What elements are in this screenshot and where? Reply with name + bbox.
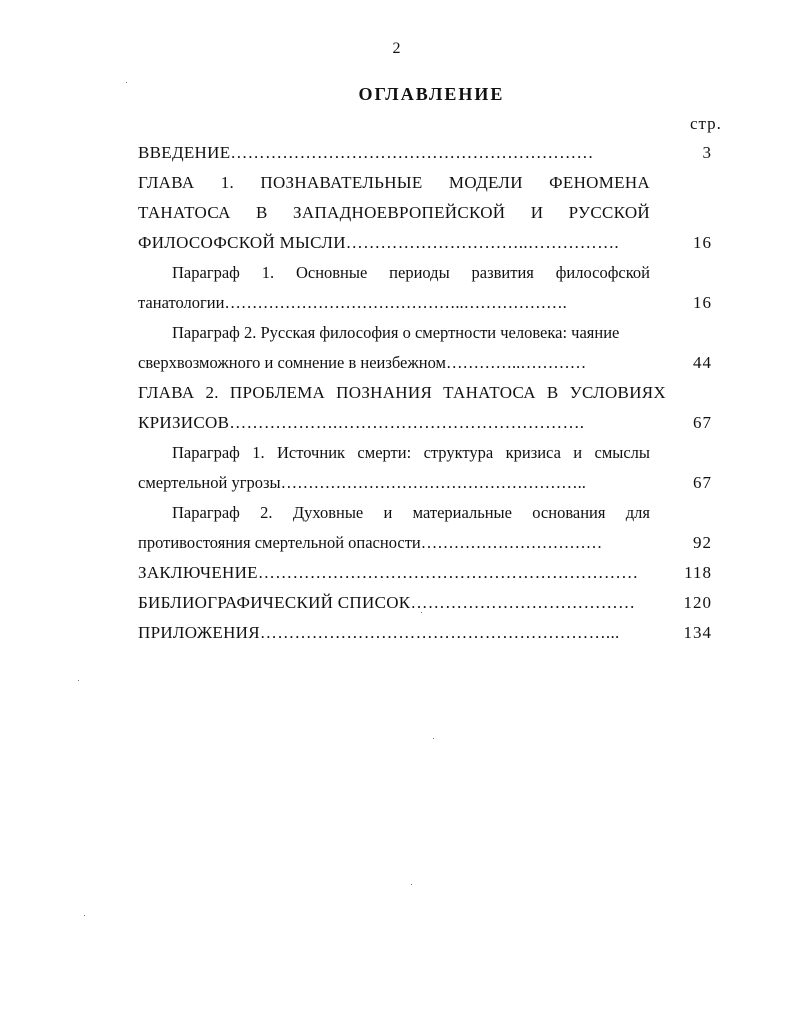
toc-entry-text: танатологии……………………………………..……………….: [138, 293, 567, 312]
page-number: 2: [392, 40, 401, 57]
toc-entry-text: смертельной угрозы………………………………………………..: [138, 473, 586, 492]
toc-entry-text: Параграф 1. Источник смерти: структура кризиса и смыслы: [172, 443, 650, 462]
toc-entry-page: 44: [693, 353, 712, 372]
toc-entry-page: 134: [683, 623, 712, 642]
toc-entry-page: 67: [693, 413, 712, 432]
toc-entry-text: Параграф 1. Основные периоды развития философской: [172, 263, 650, 282]
toc-entry-page: 92: [693, 533, 712, 552]
toc-entry-page: 3: [702, 143, 712, 162]
toc-entry-page: 118: [684, 563, 712, 582]
toc-entry-text: БИБЛИОГРАФИЧЕСКИЙ СПИСОК…………………………………: [138, 593, 636, 612]
toc-entry-text: сверхвозможного и сомнение в неизбежном…………..…………: [138, 353, 587, 372]
toc-entry-text: ГЛАВА 1. ПОЗНАВАТЕЛЬНЫЕ МОДЕЛИ ФЕНОМЕНА: [138, 173, 650, 192]
toc-entry-text: ТАНАТОСА В ЗАПАДНОЕВРОПЕЙСКОЙ И РУССКОЙ: [138, 203, 650, 222]
toc-entry-text: КРИЗИСОВ……………….…………………………………….: [138, 413, 585, 432]
toc-entry-page: 16: [693, 293, 712, 312]
toc-entry-page: 16: [693, 233, 712, 252]
toc-entry-text: ВВЕДЕНИЕ………………………………………………………: [138, 143, 594, 162]
toc-entry-text: Параграф 2. Русская философия о смертности человека: чаяние: [172, 323, 620, 342]
scan-speck: [433, 738, 434, 739]
toc-entry-text: ФИЛОСОФСКОЙ МЫСЛИ…………………………..…………….: [138, 233, 619, 252]
toc-entry-page: 67: [693, 473, 712, 492]
page-column-label: стр.: [690, 114, 722, 133]
toc-title: ОГЛАВЛЕНИЕ: [358, 84, 505, 104]
scan-speck: [126, 82, 127, 83]
toc-entry-text: противостояния смертельной опасности……………………………: [138, 533, 603, 552]
toc-entry-text: ПРИЛОЖЕНИЯ……………………………………………………...: [138, 623, 620, 642]
toc-entry-text: ЗАКЛЮЧЕНИЕ…………………………………………………………: [138, 563, 639, 582]
scan-speck: [78, 680, 79, 681]
scan-speck: [84, 915, 85, 916]
toc-entry-text: ГЛАВА 2. ПРОБЛЕМА ПОЗНАНИЯ ТАНАТОСА В УСЛОВИЯХ: [138, 383, 666, 402]
toc-entry-page: 120: [683, 593, 712, 612]
scan-speck: [411, 884, 412, 885]
scan-speck: [421, 612, 422, 613]
toc-entry-text: Параграф 2. Духовные и материальные основания для: [172, 503, 650, 522]
